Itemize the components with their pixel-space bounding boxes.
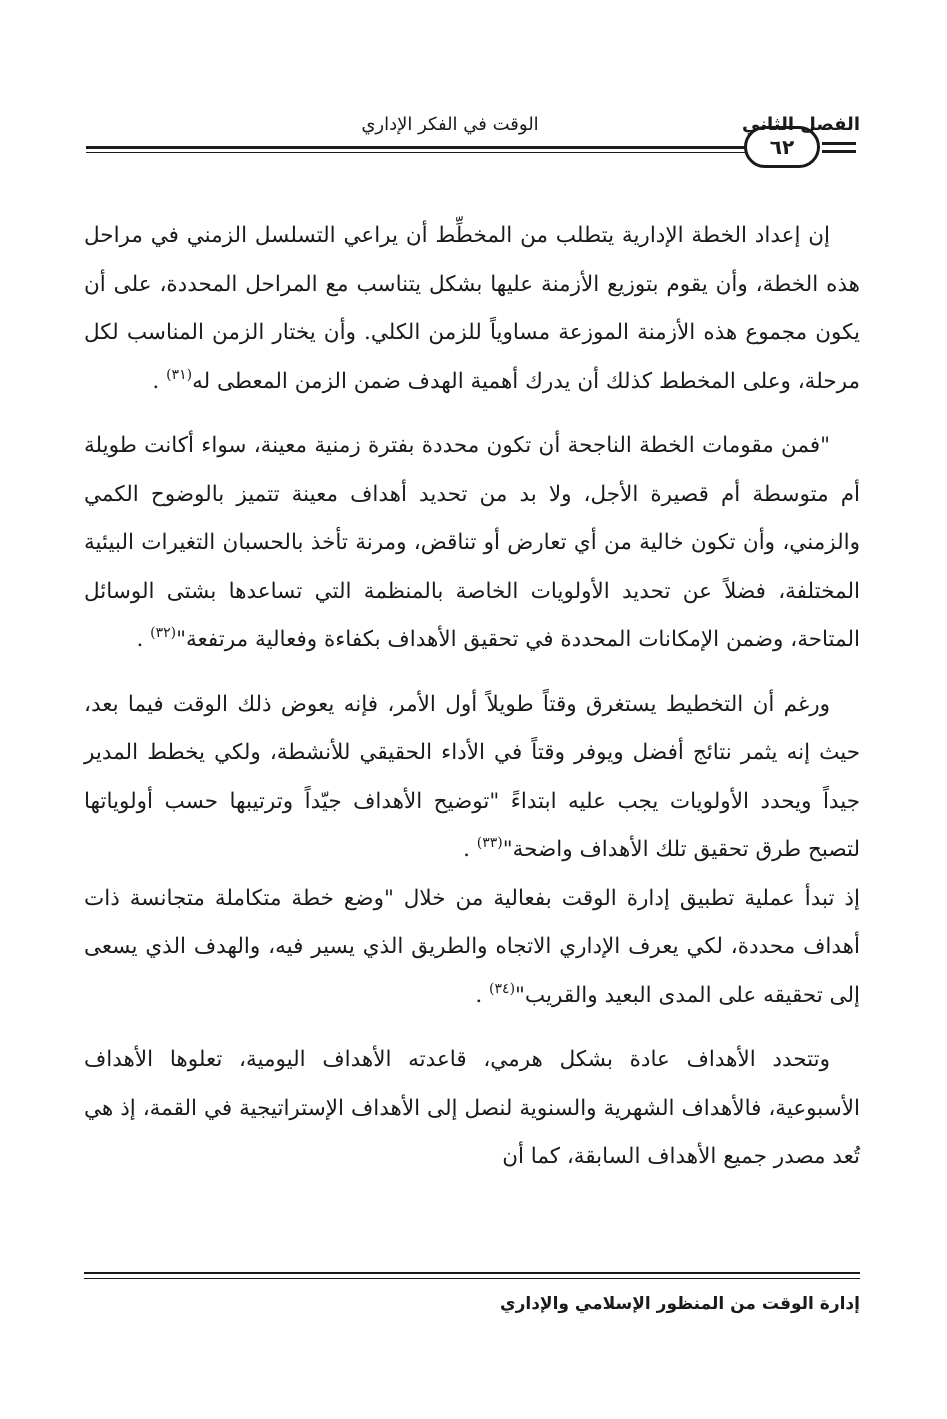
footnote-ref: (٣١) bbox=[166, 366, 193, 383]
paragraph bbox=[84, 212, 860, 406]
paragraph bbox=[84, 1036, 860, 1182]
paragraph-text: وتتحدد الأهداف عادة بشكل هرمي، قاعدته الأهداف اليومية، تعلوها الأهداف الأسبوعية، فالأهداف الشهرية والسنوية لنصل إلى الأهداف الإستراتيجية في القمة، إذ هي تُعد مصدر جميع الأهداف السابقة، كما أن bbox=[84, 1047, 860, 1169]
paragraph bbox=[84, 422, 860, 665]
paragraph-text: إن إعداد الخطة الإدارية يتطلب من المخطِّط أن يراعي التسلسل الزمني في مراحل هذه الخطة، وأن يقوم بتوزيع الأزمنة عليها بشكل يتناسب مع المراحل المحددة، على أن يكون مجموع هذه الأزمنة الموزعة مساوياً للزمن الكلي. وأن يختار الزمن المناسب لكل مرحلة، وعلى المخطط كذلك أن يدرك أهمية الهدف ضمن الزمن المعطى له bbox=[84, 223, 860, 394]
paragraph-text: إذ تبدأ عملية تطبيق إدارة الوقت بفعالية من خلال "وضع خطة متكاملة متجانسة ذات أهداف محددة، لكي يعرف الإداري الاتجاه والطريق الذي يسير فيه، والهدف الذي يسعى إلى تحقيقه على المدى البعيد والقريب" bbox=[84, 885, 860, 1008]
footnote-ref: (٣٤) bbox=[489, 980, 516, 997]
book-title: إدارة الوقت من المنظور الإسلامي والإداري bbox=[500, 1294, 860, 1314]
sentence-end: . bbox=[152, 368, 167, 394]
page-number-bar bbox=[822, 142, 856, 145]
paragraph-text: ورغم أن التخطيط يستغرق وقتاً طويلاً أول الأمر، فإنه يعوض ذلك الوقت فيما بعد، حيث إنه يثمر نتائج أفضل ويوفر وقتاً في الأداء الحقيقي للأنشطة، ولكي يخطط المدير جيداً ويحدد الأولويات يجب عليه ابتداءً "توضيح الأهداف جيّداً وترتيبها حسب أولوياتها لتصبح طرق تحقيق تلك الأهداف واضحة" bbox=[84, 691, 860, 862]
running-title: الوقت في الفكر الإداري bbox=[361, 114, 539, 135]
header-rule bbox=[86, 146, 746, 149]
footnote-ref: (٣٣) bbox=[476, 835, 503, 851]
page-header bbox=[0, 100, 947, 170]
paragraph-text: "فمن مقومات الخطة الناجحة أن تكون محددة بفترة زمنية معينة، سواء أكانت طويلة أم متوسطة أم قصيرة الأجل، ولا بد من تحديد أهداف معينة تتميز بالوضوح الكمي والزمني، وأن تكون خالية من أي تعارض أو تناقض، ومرنة تأخذ بالحسبان التغيرات البيئية المختلفة، فضلاً عن تحديد الأولويات الخاصة بالمنظمة التي تساعدها بشتى الوسائل المتاحة، وضمن الإمكانات المحددة في تحقيق الأهداف بكفاءة وفعالية مرتفعة" bbox=[84, 433, 860, 652]
chapter-title: الفصل الثاني bbox=[742, 114, 860, 135]
sentence-end: . bbox=[463, 837, 477, 862]
footnote-ref: (٣٢) bbox=[150, 625, 177, 641]
page-number-badge bbox=[744, 126, 820, 168]
footer-rule bbox=[84, 1272, 860, 1274]
paragraph bbox=[84, 875, 860, 1021]
sentence-end: . bbox=[475, 982, 490, 1008]
header-rule-thin bbox=[86, 152, 746, 153]
page-number-bar bbox=[822, 150, 856, 153]
sentence-end: . bbox=[136, 627, 151, 652]
main-text bbox=[84, 212, 860, 1198]
page-number: ٦٢ bbox=[769, 135, 795, 159]
paragraph bbox=[84, 681, 860, 875]
footer-rule-thin bbox=[84, 1278, 860, 1279]
